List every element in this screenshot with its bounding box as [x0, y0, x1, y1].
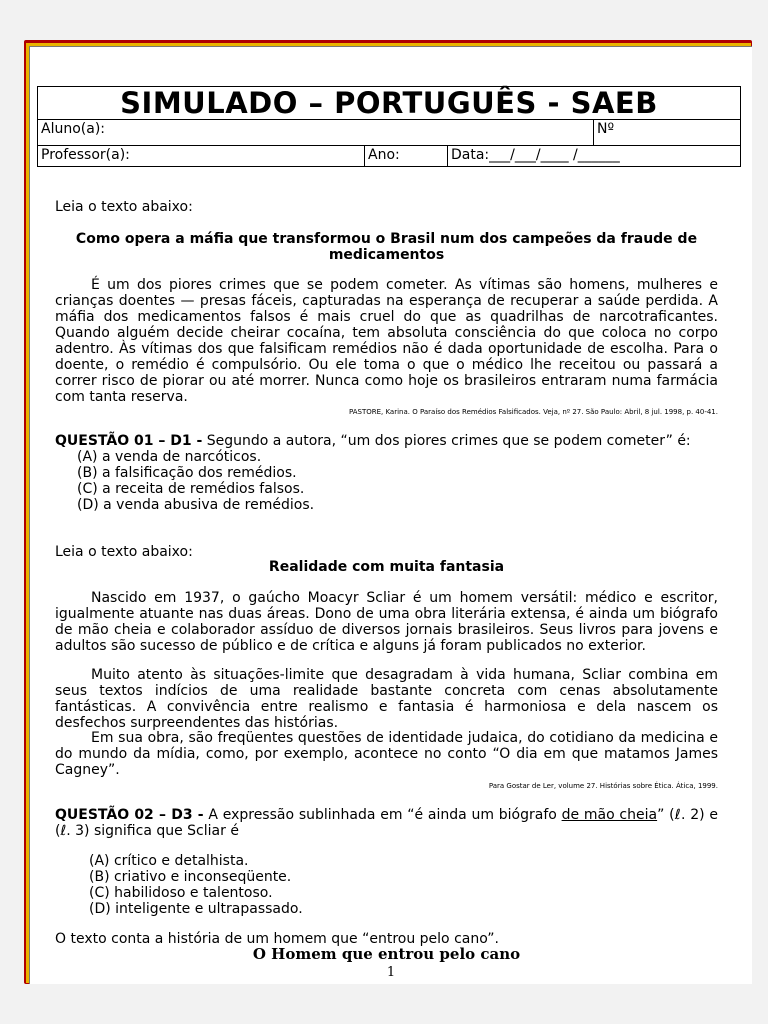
section2-paragraph-1: Nascido em 1937, o gaúcho Moacyr Scliar é um homem versátil: médico e escritor, igualmente atuante nas duas áreas. Dono de uma obra literária extensa, é ainda um biógrafo de mão cheia e colaborador assíduo de diversos jornais brasileiros. Seus livros para jovens e adultos são sucesso de público e de crítica e alguns já foram publicados no exterior. [55, 590, 718, 654]
question1-text: Segundo a autora, “um dos piores crimes que se podem cometer” é: [206, 433, 691, 449]
question1-option-d[interactable]: (D) a venda abusiva de remédios. [77, 497, 315, 513]
header-table [37, 86, 741, 167]
question1-label: QUESTÃO 01 – D1 - [55, 433, 203, 449]
question1-option-c[interactable]: (C) a receita de remédios falsos. [77, 481, 305, 497]
question2-text-after: ” (ℓ. 2) e (ℓ. 3) significa que Scliar é [55, 807, 719, 839]
section2-paragraph-2: Muito atento às situações-limite que desagradam à vida humana, Scliar combina em seus textos indícios de uma realidade bastante concreta com cenas absolutamente fantásticas. A convivência entre realismo e fantasia é harmoniosa e dela nascem os desfechos surpreendentes das histórias. [55, 667, 718, 731]
document-page [29, 46, 752, 984]
section2-title: Realidade com muita fantasia [268, 559, 505, 575]
section3-title: O Homem que entrou pelo cano [252, 945, 521, 963]
question1 [55, 433, 718, 449]
section3-intro: O texto conta a história de um homem que “entrou pelo cano”. [55, 931, 499, 947]
question1-option-b[interactable]: (B) a falsificação dos remédios. [77, 465, 297, 481]
section1-intro: Leia o texto abaixo: [55, 199, 193, 215]
section2-source: Para Gostar de Ler, volume 27. Histórias sobre Ética. Ática, 1999. [488, 782, 718, 790]
aluno-field[interactable]: Aluno(a): [38, 120, 594, 146]
section1-title: Como opera a máfia que transformou o Brasil num dos campeões da fraude de medicamentos [75, 231, 698, 263]
page-title: SIMULADO – PORTUGUÊS - SAEB [38, 87, 741, 120]
data-field[interactable]: Data:___/___/____ /______ [448, 146, 741, 167]
question2-text-before: A expressão sublinhada em “é ainda um biógrafo [208, 807, 562, 823]
question1-option-a[interactable]: (A) a venda de narcóticos. [77, 449, 262, 465]
page-number: 1 [386, 965, 396, 980]
question2-label: QUESTÃO 02 – D3 - [55, 807, 204, 823]
section2-paragraph-3: Em sua obra, são freqüentes questões de identidade judaica, do cotidiano da medicina e do mundo da mídia, como, por exemplo, acontece no conto “O dia em que matamos James Cagney”. [55, 730, 718, 778]
question2-option-b[interactable]: (B) criativo e inconseqüente. [89, 869, 292, 885]
professor-field[interactable]: Professor(a): [38, 146, 365, 167]
section2-intro: Leia o texto abaixo: [55, 544, 193, 560]
question2 [55, 807, 718, 839]
question2-option-d[interactable]: (D) inteligente e ultrapassado. [89, 901, 303, 917]
ano-field[interactable]: Ano: [365, 146, 448, 167]
question2-underlined: de mão cheia [561, 807, 658, 823]
section1-paragraph: É um dos piores crimes que se podem cometer. As vítimas são homens, mulheres e crianças doentes — presas fáceis, capturadas na esperança de recuperar a saúde perdida. A máfia dos medicamentos falsos é mais cruel do que as quadrilhas de narcotraficantes. Quando alguém decide cheirar cocaína, tem absoluta consciência do que coloca no corpo adentro. Às vítimas dos que falsificam remédios não é dada oportunidade de escolha. Para o doente, o remédio é compulsório. Ou ele toma o que o médico lhe receitou ou passará a correr risco de piorar ou até morrer. Nunca como hoje os brasileiros entraram numa farmácia com tanta reserva. [55, 277, 718, 405]
numero-field[interactable]: Nº [594, 120, 741, 146]
question2-option-c[interactable]: (C) habilidoso e talentoso. [89, 885, 273, 901]
section1-source: PASTORE, Karina. O Paraíso dos Remédios Falsificados. Veja, nº 27. São Paulo: Abril, 8 jul. 1998, p. 40-41. [348, 408, 718, 416]
question2-option-a[interactable]: (A) crítico e detalhista. [89, 853, 249, 869]
